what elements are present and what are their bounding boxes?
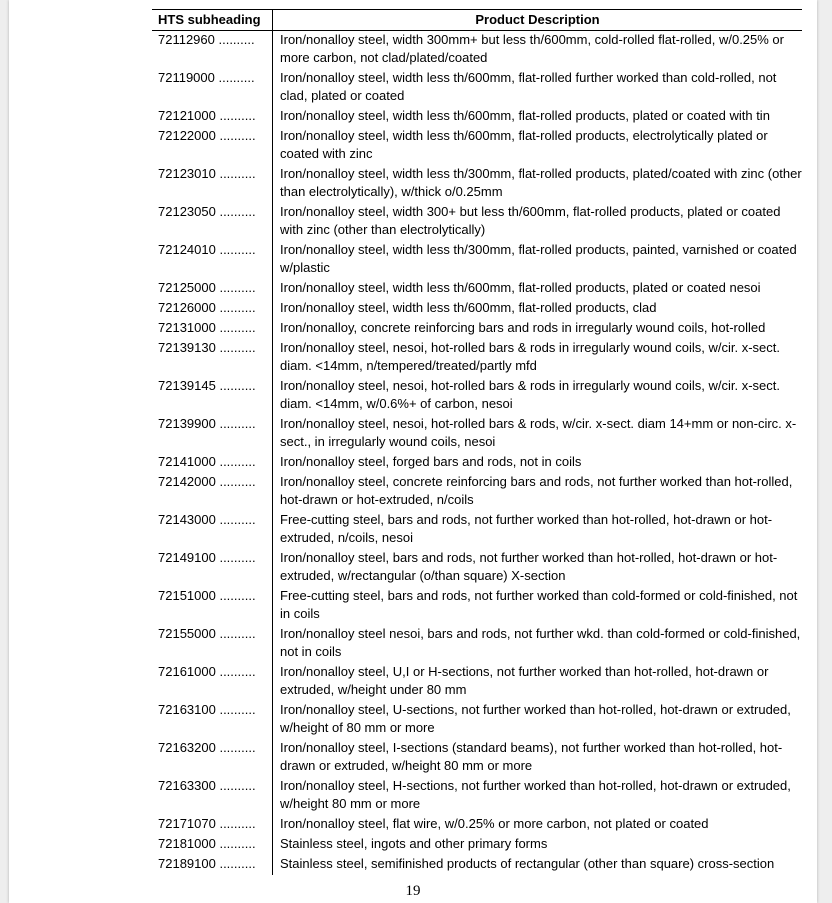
product-description-cell: Iron/nonalloy steel, forged bars and rods, not in coils: [280, 454, 582, 469]
hts-code-cell: 72139900 ..........: [152, 415, 273, 453]
hts-code-cell: 72119000 ..........: [152, 69, 273, 107]
table-header-row: [152, 10, 802, 31]
table-row: [152, 241, 802, 279]
table-row: [152, 663, 802, 701]
hts-code-cell: 72141000 ..........: [152, 453, 273, 473]
product-description-cell: Iron/nonalloy steel, width less th/600mm, flat-rolled further worked than cold-rolled, not clad, plated or coated: [280, 70, 777, 103]
table-row: [152, 777, 802, 815]
table-body: [152, 31, 802, 876]
table-row: [152, 299, 802, 319]
product-description-cell: Iron/nonalloy steel, width less th/300mm, flat-rolled products, painted, varnished or coated w/plastic: [280, 242, 797, 275]
hts-code-cell: 72163200 ..........: [152, 739, 273, 777]
product-description-cell: Free-cutting steel, bars and rods, not further worked than hot-rolled, hot-drawn or hot-extruded, n/coils, nesoi: [280, 512, 773, 545]
hts-code-cell: 72151000 ..........: [152, 587, 273, 625]
product-description-cell: Iron/nonalloy steel, width less th/600mm, flat-rolled products, electrolytically plated or coated with zinc: [280, 128, 768, 161]
hts-code-cell: 72171070 ..........: [152, 815, 273, 835]
hts-code-cell: 72139130 ..........: [152, 339, 273, 377]
table-row: [152, 453, 802, 473]
table-row: [152, 415, 802, 453]
hts-code-cell: 72122000 ..........: [152, 127, 273, 165]
hts-code-cell: 72126000 ..........: [152, 299, 273, 319]
table-row: [152, 377, 802, 415]
product-description-cell: Iron/nonalloy steel, bars and rods, not further worked than hot-rolled, hot-drawn or hot-extruded, w/rectangular (o/than square) X-section: [280, 550, 778, 583]
hts-code-cell: 72124010 ..........: [152, 241, 273, 279]
table-row: [152, 203, 802, 241]
hts-code-cell: 72123010 ..........: [152, 165, 273, 203]
hts-subheading-header: HTS subheading: [152, 10, 273, 31]
table-row: [152, 107, 802, 127]
product-description-cell: Iron/nonalloy steel, nesoi, hot-rolled bars & rods, w/cir. x-sect. diam 14+mm or non-circ. x-sect., in irregularly wound coils, nesoi: [280, 416, 797, 449]
table-row: [152, 69, 802, 107]
product-description-cell: Iron/nonalloy steel, I-sections (standard beams), not further worked than hot-rolled, hot-drawn or extruded, w/height 80 mm or more: [280, 740, 783, 773]
hts-code-cell: 72155000 ..........: [152, 625, 273, 663]
hts-code-cell: 72189100 ..........: [152, 855, 273, 875]
hts-code-cell: 72149100 ..........: [152, 549, 273, 587]
product-description-cell: Stainless steel, semifinished products of rectangular (other than square) cross-section: [280, 856, 775, 871]
product-description-cell: Iron/nonalloy steel, flat wire, w/0.25% or more carbon, not plated or coated: [280, 816, 709, 831]
document-page: [9, 0, 817, 903]
table-row: [152, 31, 802, 70]
hts-code-cell: 72163100 ..........: [152, 701, 273, 739]
product-description-cell: Iron/nonalloy steel, H-sections, not further worked than hot-rolled, hot-drawn or extruded, w/height 80 mm or more: [280, 778, 791, 811]
hts-code-cell: 72123050 ..........: [152, 203, 273, 241]
hts-code-cell: 72112960 ..........: [152, 31, 273, 70]
product-description-cell: Iron/nonalloy steel, width less th/600mm, flat-rolled products, plated or coated with tin: [280, 108, 770, 123]
table-row: [152, 511, 802, 549]
product-description-cell: Iron/nonalloy steel, width 300+ but less th/600mm, flat-rolled products, plated or coated with zinc (other than electrolytically): [280, 204, 781, 237]
table-row: [152, 625, 802, 663]
product-description-header: Product Description: [273, 10, 803, 31]
product-description-cell: Iron/nonalloy steel, nesoi, hot-rolled bars & rods in irregularly wound coils, w/cir. x-sect. diam. <14mm, n/tempered/treated/partly mfd: [280, 340, 780, 373]
product-description-cell: Iron/nonalloy, concrete reinforcing bars and rods in irregularly wound coils, hot-rolled: [280, 320, 766, 335]
product-description-cell: Iron/nonalloy steel, concrete reinforcing bars and rods, not further worked than hot-rolled, hot-drawn or hot-extruded, n/coils: [280, 474, 793, 507]
hts-code-cell: 72121000 ..........: [152, 107, 273, 127]
table-row: [152, 587, 802, 625]
table-row: [152, 701, 802, 739]
hts-code-cell: 72139145 ..........: [152, 377, 273, 415]
hts-code-cell: 72161000 ..........: [152, 663, 273, 701]
table-row: [152, 855, 802, 875]
table-row: [152, 339, 802, 377]
hts-code-cell: 72181000 ..........: [152, 835, 273, 855]
product-description-cell: Iron/nonalloy steel, width less th/300mm, flat-rolled products, plated/coated with zinc (other than electrolytically), w/thick o/0.25mm: [280, 166, 802, 199]
page-number: 19: [405, 883, 421, 899]
table-row: [152, 815, 802, 835]
product-description-cell: Iron/nonalloy steel, width less th/600mm, flat-rolled products, plated or coated nesoi: [280, 280, 761, 295]
table-row: [152, 835, 802, 855]
hts-code-cell: 72163300 ..........: [152, 777, 273, 815]
table-row: [152, 739, 802, 777]
product-description-cell: Iron/nonalloy steel, width less th/600mm, flat-rolled products, clad: [280, 300, 657, 315]
table-row: [152, 165, 802, 203]
product-description-cell: Iron/nonalloy steel, width 300mm+ but less th/600mm, cold-rolled flat-rolled, w/0.25% or more carbon, not clad/plated/coated: [280, 32, 784, 65]
product-description-cell: Stainless steel, ingots and other primary forms: [280, 836, 548, 851]
hts-code-cell: 72143000 ..........: [152, 511, 273, 549]
hts-code-cell: 72131000 ..........: [152, 319, 273, 339]
hts-code-cell: 72142000 ..........: [152, 473, 273, 511]
product-description-cell: Iron/nonalloy steel, nesoi, hot-rolled bars & rods in irregularly wound coils, w/cir. x-sect. diam. <14mm, w/0.6%+ of carbon, nesoi: [280, 378, 780, 411]
product-description-cell: Free-cutting steel, bars and rods, not further worked than cold-formed or cold-finished, not in coils: [280, 588, 798, 621]
product-description-cell: Iron/nonalloy steel nesoi, bars and rods, not further wkd. than cold-formed or cold-finished, not in coils: [280, 626, 801, 659]
product-description-cell: Iron/nonalloy steel, U,I or H-sections, not further worked than hot-rolled, hot-drawn or extruded, w/height under 80 mm: [280, 664, 769, 697]
product-description-cell: Iron/nonalloy steel, U-sections, not further worked than hot-rolled, hot-drawn or extruded, w/height of 80 mm or more: [280, 702, 791, 735]
table-row: [152, 279, 802, 299]
table-row: [152, 549, 802, 587]
table-row: [152, 319, 802, 339]
hts-table: [152, 9, 802, 875]
hts-code-cell: 72125000 ..........: [152, 279, 273, 299]
table-row: [152, 127, 802, 165]
table-row: [152, 473, 802, 511]
